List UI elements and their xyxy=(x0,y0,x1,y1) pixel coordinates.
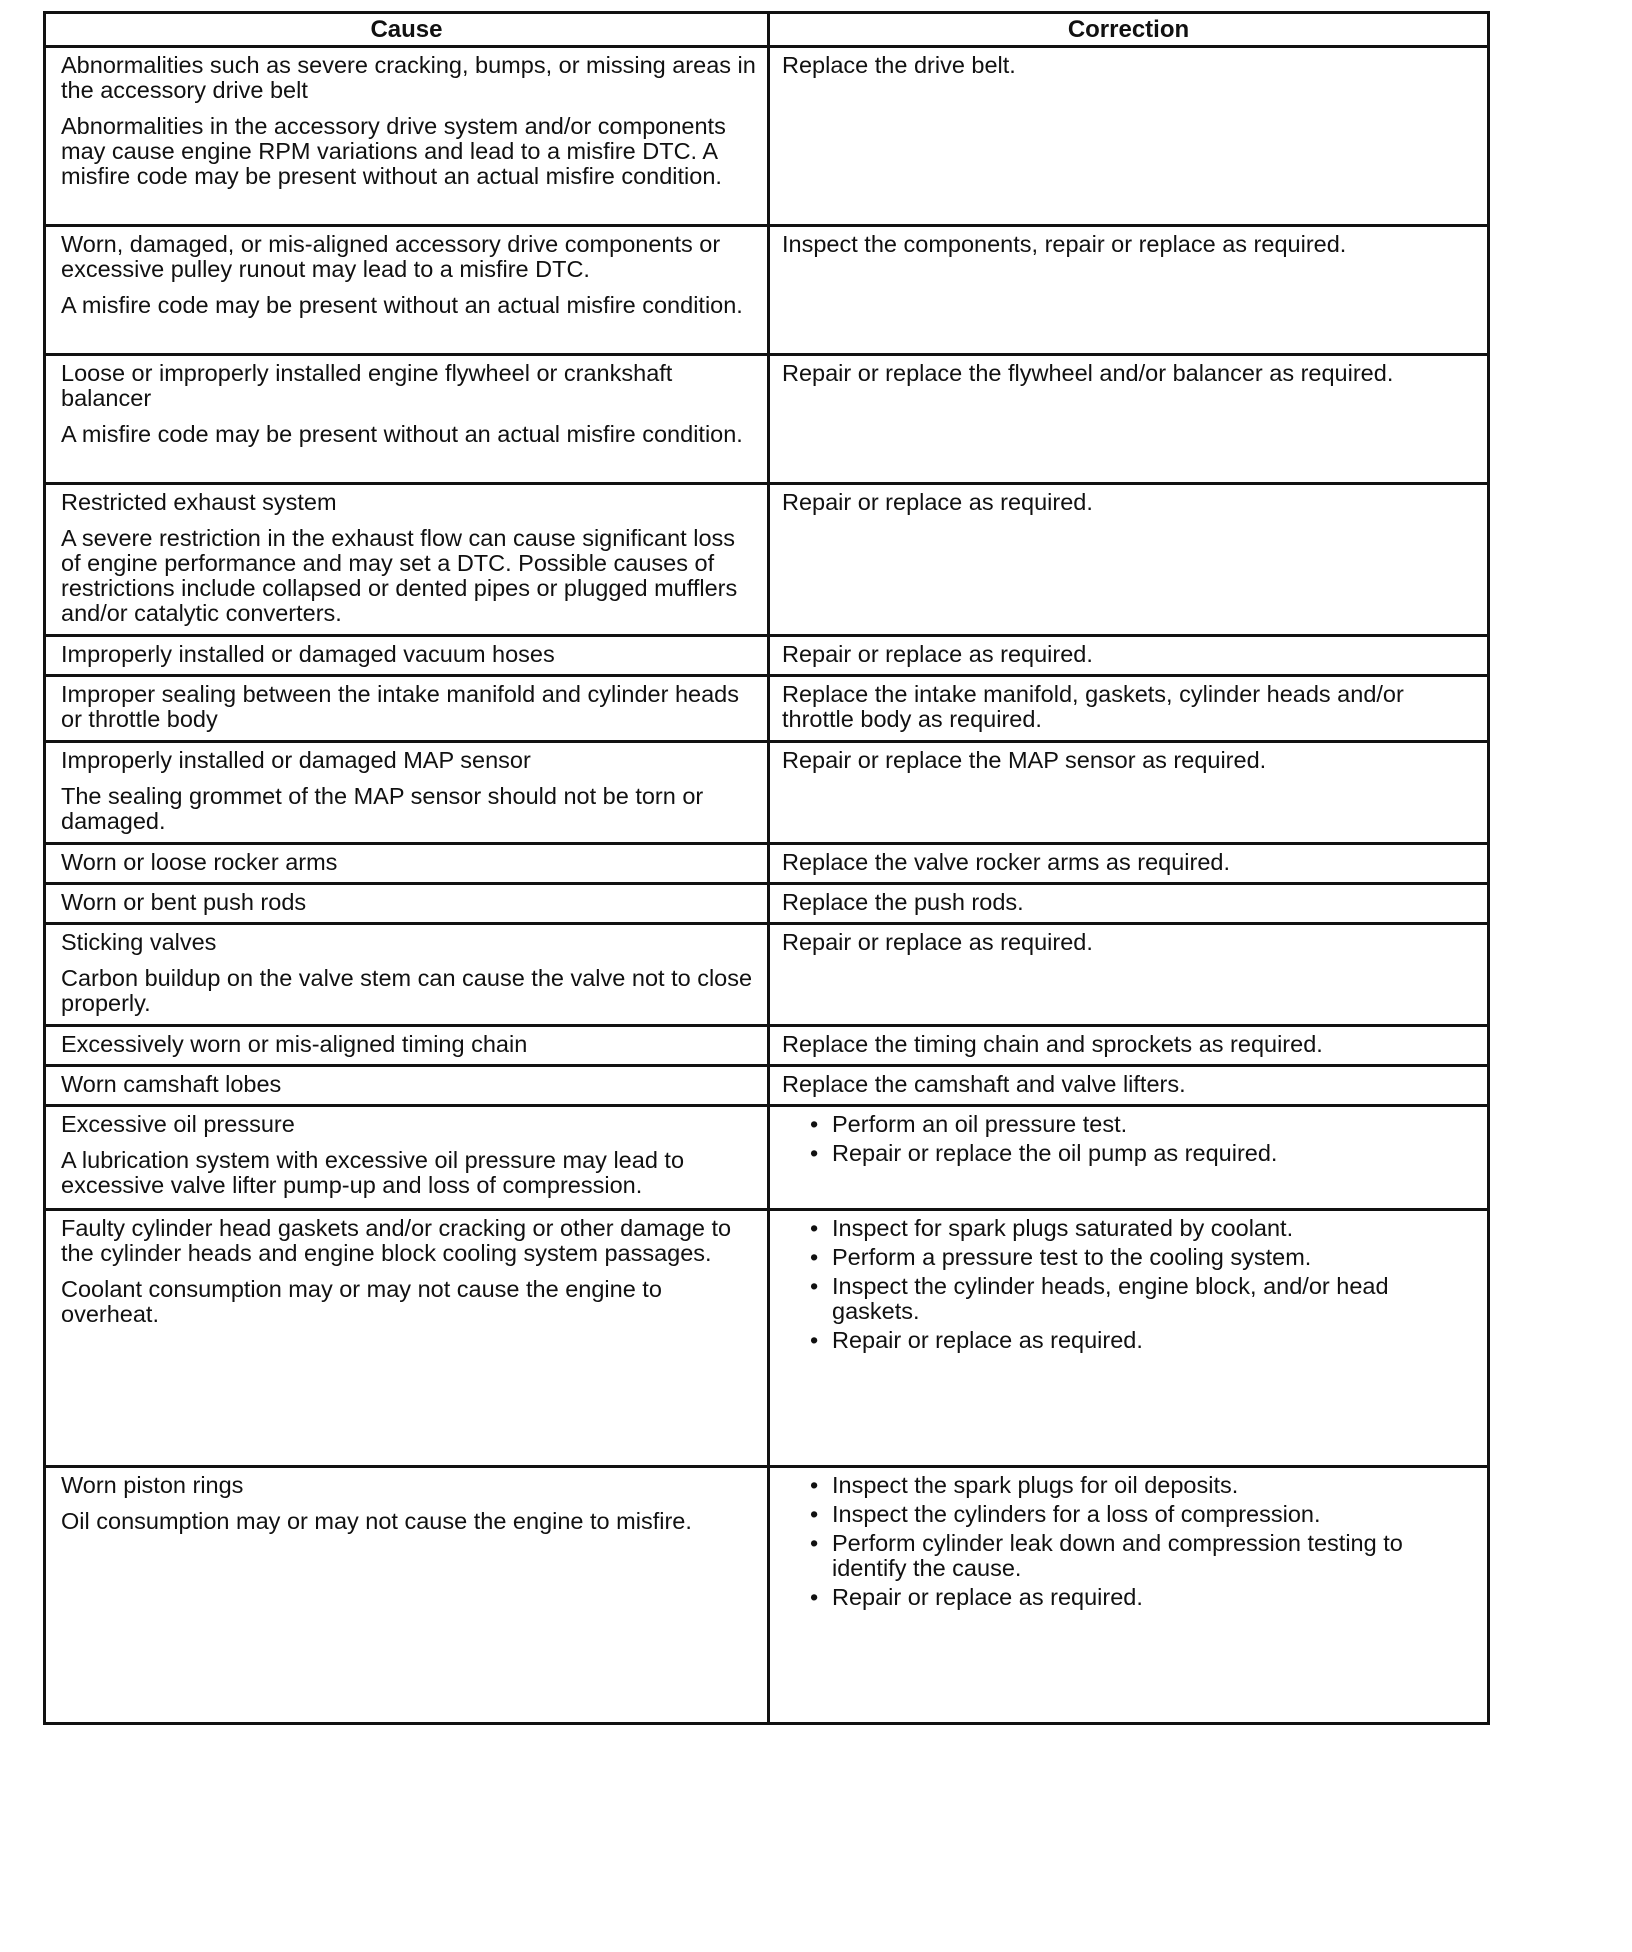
header-row xyxy=(45,13,1489,47)
correction-text: Repair or replace as required. xyxy=(782,489,1093,515)
cause-text: Worn piston rings xyxy=(61,1472,244,1498)
cause-text: Worn, damaged, or mis-aligned accessory drive components or excessive pulley runout may lead to a misfire DTC. xyxy=(61,231,721,282)
correction-step: • Inspect for spark plugs saturated by coolant. xyxy=(832,1216,1481,1241)
cause-cell xyxy=(45,924,769,1026)
cause-note: Carbon buildup on the valve stem can cause the valve not to close properly. xyxy=(61,965,753,1016)
cause-note: Abnormalities in the accessory drive system and/or components may cause engine RPM variations and lead to a misfire DTC. A misfire code may be present without an actual misfire condition. xyxy=(61,113,726,189)
column-header-correction: Correction xyxy=(769,13,1489,47)
correction-step: • Perform a pressure test to the cooling system. xyxy=(832,1245,1481,1270)
correction-text: Repair or replace the MAP sensor as required. xyxy=(782,747,1267,773)
cause-cell xyxy=(45,226,769,355)
cause-cell xyxy=(45,1106,769,1210)
table-row xyxy=(45,47,1489,226)
table-row xyxy=(45,844,1489,884)
table-row xyxy=(45,884,1489,924)
correction-cell xyxy=(769,47,1489,226)
correction-cell xyxy=(769,1106,1489,1210)
correction-text: Replace the drive belt. xyxy=(782,52,1016,78)
correction-text: Repair or replace as required. xyxy=(782,929,1093,955)
table-row xyxy=(45,355,1489,484)
correction-cell xyxy=(769,676,1489,742)
cause-text: Sticking valves xyxy=(61,929,217,955)
cause-cell xyxy=(45,676,769,742)
correction-step: • Repair or replace as required. xyxy=(832,1585,1481,1610)
correction-step: • Inspect the cylinders for a loss of compression. xyxy=(832,1502,1481,1527)
column-header-cause: Cause xyxy=(45,13,769,47)
correction-cell xyxy=(769,636,1489,676)
correction-cell xyxy=(769,884,1489,924)
cause-cell xyxy=(45,1066,769,1106)
table-row xyxy=(45,1210,1489,1467)
table-row xyxy=(45,1467,1489,1724)
table-row xyxy=(45,924,1489,1026)
cause-note: A lubrication system with excessive oil pressure may lead to excessive valve lifter pump-up and loss of compression. xyxy=(61,1147,685,1198)
correction-cell xyxy=(769,844,1489,884)
cause-text: Worn or bent push rods xyxy=(61,889,307,915)
correction-text: Replace the camshaft and valve lifters. xyxy=(782,1071,1186,1097)
cause-cell xyxy=(45,355,769,484)
cause-cell xyxy=(45,636,769,676)
correction-step: • Repair or replace as required. xyxy=(832,1328,1481,1353)
cause-text: Restricted exhaust system xyxy=(61,489,337,515)
cause-cell xyxy=(45,1467,769,1724)
cause-cell xyxy=(45,1026,769,1066)
correction-cell xyxy=(769,484,1489,636)
cause-note: A severe restriction in the exhaust flow can cause significant loss of engine performance and may set a DTC. Possible causes of restrictions include collapsed or dented pipes or plugged mufflers and/or catalytic converters. xyxy=(61,525,738,626)
correction-text: Repair or replace as required. xyxy=(782,641,1093,667)
cause-text: Faulty cylinder head gaskets and/or cracking or other damage to the cylinder heads and engine block cooling system passages. xyxy=(61,1215,732,1266)
correction-cell xyxy=(769,1066,1489,1106)
cause-note: A misfire code may be present without an actual misfire condition. xyxy=(61,292,743,318)
cause-text: Worn or loose rocker arms xyxy=(61,849,338,875)
correction-text: Replace the valve rocker arms as required. xyxy=(782,849,1231,875)
cause-text: Improperly installed or damaged vacuum hoses xyxy=(61,641,555,667)
cause-cell xyxy=(45,742,769,844)
correction-text: Replace the intake manifold, gaskets, cylinder heads and/or throttle body as required. xyxy=(782,681,1404,732)
correction-list xyxy=(782,1473,1481,1610)
cause-text: Excessively worn or mis-aligned timing chain xyxy=(61,1031,528,1057)
cause-cell xyxy=(45,484,769,636)
table-row xyxy=(45,1066,1489,1106)
cause-text: Loose or improperly installed engine flywheel or crankshaft balancer xyxy=(61,360,673,411)
correction-cell xyxy=(769,355,1489,484)
table-row xyxy=(45,1026,1489,1066)
cause-cell xyxy=(45,884,769,924)
cause-cell xyxy=(45,1210,769,1467)
correction-cell xyxy=(769,1210,1489,1467)
correction-step: • Inspect the spark plugs for oil deposits. xyxy=(832,1473,1481,1498)
correction-step: • Perform cylinder leak down and compression testing to identify the cause. xyxy=(832,1531,1481,1581)
cause-cell xyxy=(45,844,769,884)
correction-cell xyxy=(769,226,1489,355)
correction-cell xyxy=(769,924,1489,1026)
cause-cell xyxy=(45,47,769,226)
cause-correction-table xyxy=(43,11,1490,1725)
correction-cell xyxy=(769,1467,1489,1724)
correction-list xyxy=(782,1216,1481,1353)
cause-note: Coolant consumption may or may not cause the engine to overheat. xyxy=(61,1276,662,1327)
correction-list xyxy=(782,1112,1481,1166)
table-row xyxy=(45,484,1489,636)
cause-text: Worn camshaft lobes xyxy=(61,1071,282,1097)
cause-note: Oil consumption may or may not cause the engine to misfire. xyxy=(61,1508,692,1534)
cause-note: A misfire code may be present without an actual misfire condition. xyxy=(61,421,743,447)
table-row xyxy=(45,1106,1489,1210)
correction-step: • Perform an oil pressure test. xyxy=(832,1112,1481,1137)
cause-text: Excessive oil pressure xyxy=(61,1111,295,1137)
correction-text: Replace the timing chain and sprockets as required. xyxy=(782,1031,1323,1057)
correction-cell xyxy=(769,742,1489,844)
correction-text: Replace the push rods. xyxy=(782,889,1024,915)
table-row xyxy=(45,742,1489,844)
table-row xyxy=(45,676,1489,742)
table-row xyxy=(45,226,1489,355)
cause-text: Improper sealing between the intake manifold and cylinder heads or throttle body xyxy=(61,681,740,732)
table-row xyxy=(45,636,1489,676)
correction-text: Repair or replace the flywheel and/or balancer as required. xyxy=(782,360,1394,386)
correction-text: Inspect the components, repair or replace as required. xyxy=(782,231,1347,257)
correction-step: • Inspect the cylinder heads, engine block, and/or head gaskets. xyxy=(832,1274,1481,1324)
correction-step: • Repair or replace the oil pump as required. xyxy=(832,1141,1481,1166)
cause-note: The sealing grommet of the MAP sensor should not be torn or damaged. xyxy=(61,783,704,834)
cause-text: Abnormalities such as severe cracking, bumps, or missing areas in the accessory drive belt xyxy=(61,52,756,103)
correction-cell xyxy=(769,1026,1489,1066)
cause-text: Improperly installed or damaged MAP sensor xyxy=(61,747,531,773)
